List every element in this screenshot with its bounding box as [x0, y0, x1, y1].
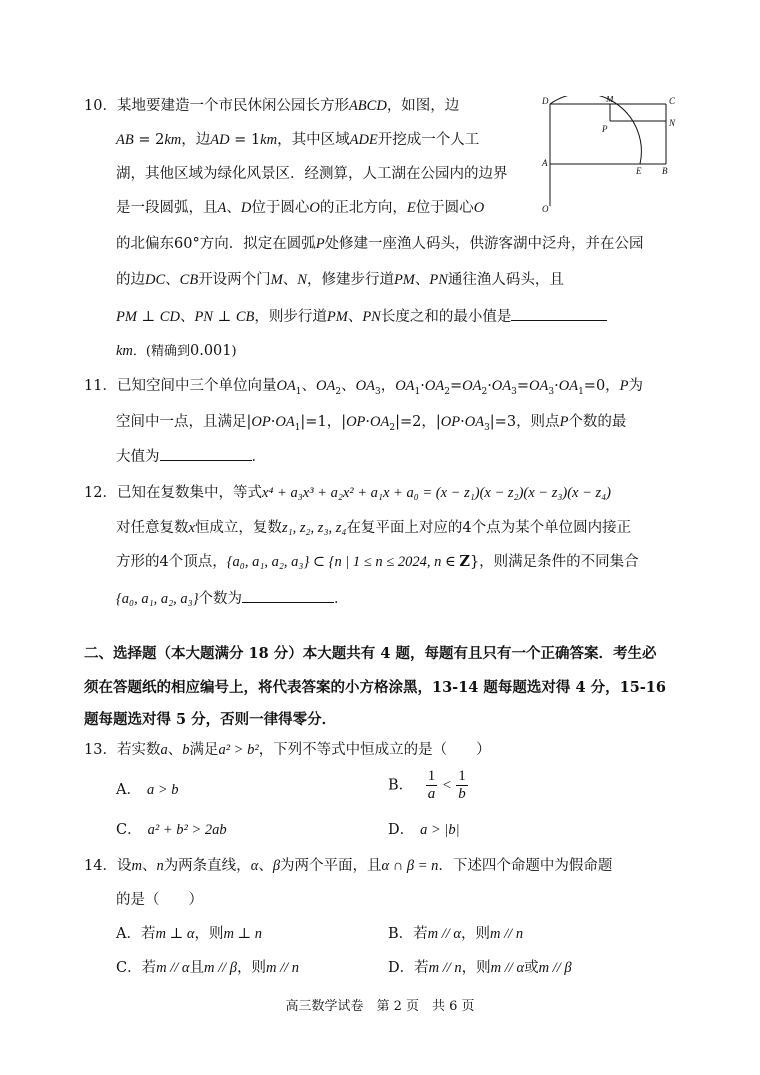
q12-line-2: 对任意复数x恒成立，复数z₁, z₂, z₃, z₄在复平面上对应的4个点为某个单位圆内接正 — [116, 520, 632, 536]
q14-option-d[interactable]: D．若m // n，则m // α或m // β — [388, 960, 572, 976]
q10-line-4: 是一段圆弧，且A、D位于圆心O的正北方向，E位于圆心O — [116, 200, 485, 216]
q10-line-6: 的边DC、CB开设两个门M、N，修建步行道PM、PN通往渔人码头，且 — [116, 272, 564, 288]
label-b: B — [662, 166, 668, 176]
q11-line-3: 大值为 ． — [116, 446, 266, 467]
q14-line-1: 14．设m、n为两条直线，α、β为两个平面，且α ∩ β = n．下述四个命题中为假命题 — [84, 858, 613, 874]
q12-line-1: 12．已知在复数集中，等式x⁴ + a₃x³ + a₂x² + a₁x + a₀ = (x − z₁)(x − z₂)(x − z₃)(x − z₄) — [84, 485, 612, 501]
q11-line-2: 空间中一点，且满足$|OP\cdot OA_1|=1$，$|OP\cdot OA_2|=2$，$|OP\cdot OA_3|=3$，则点P个数的最 — [116, 414, 627, 433]
q11-line-1: 11．已知空间中三个单位向量$OA_1$、$OA_2$、$OA_3$，$OA_1\cdot OA_2=OA_2\cdot OA_3=OA_3\cdot OA_1=0$，P为 — [84, 378, 644, 397]
label-d: D — [542, 96, 549, 106]
q14-option-b[interactable]: B．若m // α，则m // n — [388, 926, 524, 942]
section-2-line-3: 题每题选对得 5 分，否则一律得零分． — [84, 711, 337, 728]
label-p: P — [602, 124, 608, 134]
q12-line-4: {a₀, a₁, a₂, a₃}个数为 ． — [116, 588, 349, 609]
page-footer: 高三数学试卷 第 2 页 共 6 页 — [285, 999, 475, 1014]
label-c: C — [669, 96, 676, 106]
q10-line-1: 10．某地要建造一个市民休闲公园长方形ABCD，如图，边 — [84, 98, 460, 114]
section-2-line-1: 二、选择题（本大题满分 18 分）本大题共有 4 题，每题有且只有一个正确答案．考生必 — [84, 645, 657, 662]
q14-line-2: 的是（ ） — [116, 892, 203, 908]
q10-line-5: 的北偏东60°方向．拟定在圆弧P处修建一座渔人码头，供游客湖中泛舟，并在公园 — [116, 236, 644, 252]
q10-line-8: km．(精确到0.001) — [116, 343, 237, 359]
label-m: M — [606, 96, 614, 104]
q10-line-7: PM ⊥ CD、PN ⊥ CB，则步行道PM、PN长度之和的最小值是 — [116, 306, 607, 327]
q13-option-d[interactable]: D． a > |b| — [388, 822, 460, 838]
q13-option-c[interactable]: C． a² + b² > 2ab — [116, 822, 227, 838]
q14-option-c[interactable]: C．若m // α且m // β，则m // n — [116, 960, 300, 976]
q10-line-3: 湖，其他区域为绿化风景区．经测算，人工湖在公园内的边界 — [116, 166, 508, 182]
q13-option-b[interactable]: B． $\frac{1}{a}$ < $\frac{1}{b}$ — [388, 768, 466, 802]
label-e: E — [636, 166, 642, 176]
q12-line-3: 方形的4个顶点，{a₀, a₁, a₂, a₃} ⊂ {n | 1 ≤ n ≤ 2024, n ∈ Z}，则满足条件的不同集合 — [116, 553, 639, 570]
label-n: N — [669, 118, 676, 128]
answer-blank[interactable] — [511, 306, 607, 321]
q13-stem: 13．若实数a、b满足a² > b²，下列不等式中恒成立的是（ ） — [84, 742, 491, 758]
label-o: O — [542, 204, 549, 214]
q13-option-a[interactable]: A． a > b — [116, 782, 179, 798]
answer-blank[interactable] — [242, 588, 334, 603]
answer-blank[interactable] — [160, 446, 252, 461]
label-a: A — [542, 158, 548, 168]
section-2-line-2: 须在答题纸的相应编号上，将代表答案的小方格涂黑，13-14 题每题选对得 4 分，15-16 — [84, 679, 666, 696]
q10-line-2: AB = 2km，边AD = 1km，其中区域ADE开挖成一个人工 — [116, 132, 480, 148]
q14-option-a[interactable]: A．若m ⊥ α，则m ⊥ n — [116, 926, 263, 942]
park-diagram — [540, 96, 680, 216]
lake-arc — [550, 96, 641, 164]
